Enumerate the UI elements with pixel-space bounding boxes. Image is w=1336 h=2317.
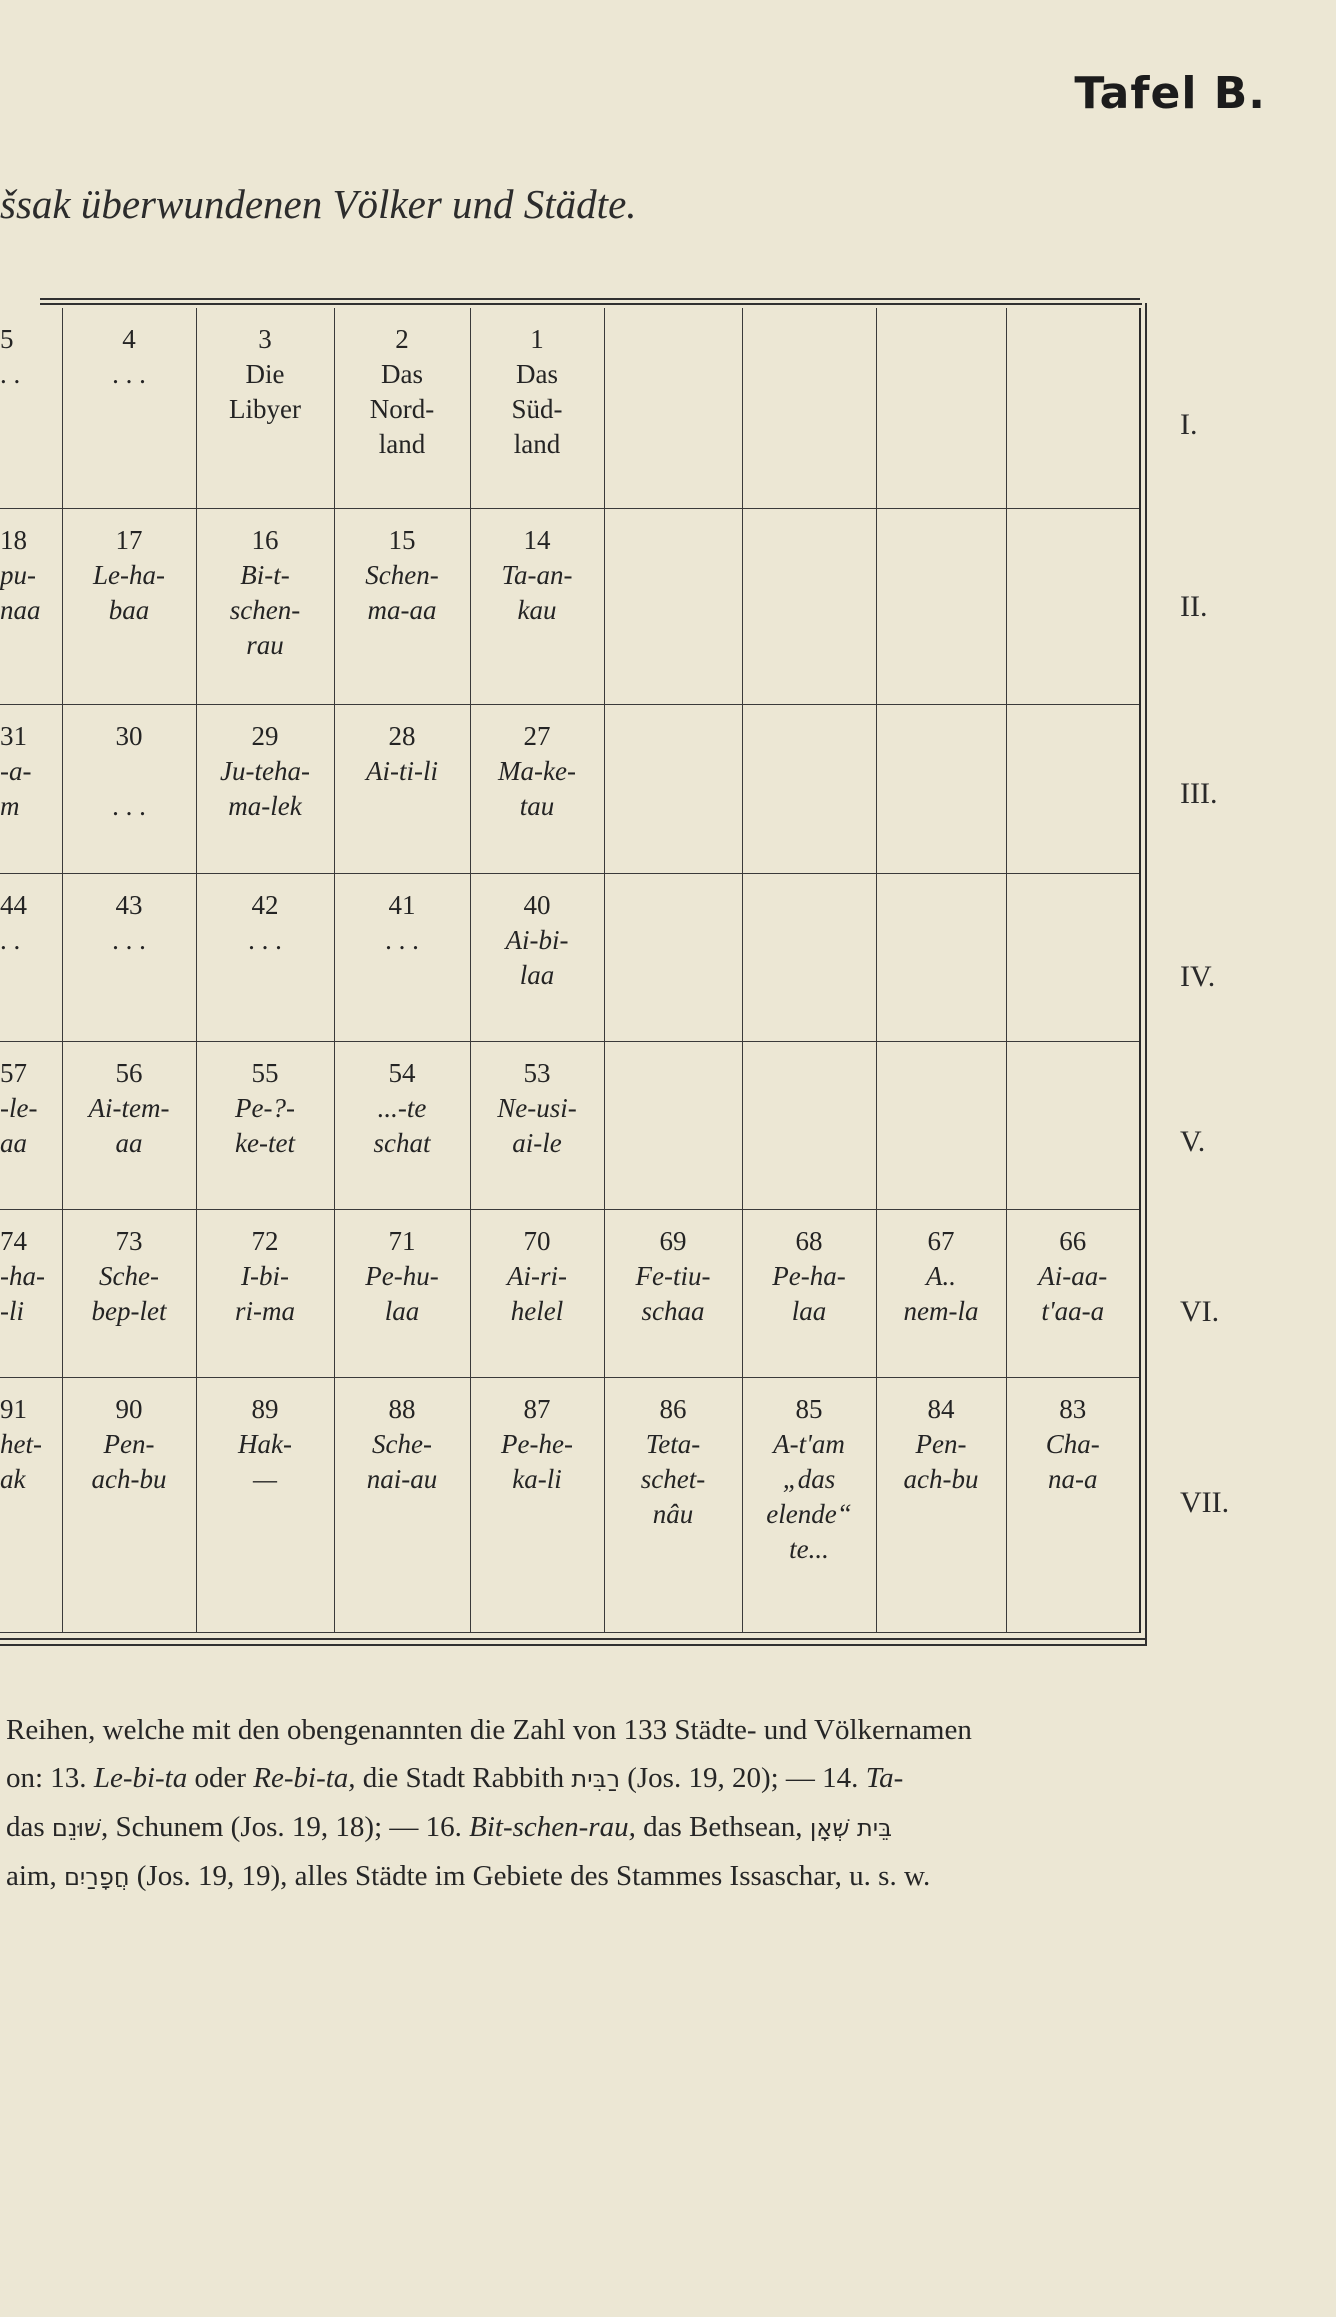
table-cell [196, 705, 334, 873]
cell-name: A-t'am „das elende“ te... [766, 1429, 852, 1565]
cell-number: 54 [388, 1057, 416, 1088]
table-cell [196, 1041, 334, 1209]
table-cell [604, 1378, 742, 1633]
cell-name: Ai-ri- helel [507, 1261, 567, 1327]
cell-number: 16 [251, 524, 279, 555]
table-cell [1006, 1378, 1140, 1633]
table-cell [0, 308, 62, 508]
table-row [0, 705, 1140, 873]
cell-number: 41 [388, 889, 416, 920]
table-cell [334, 1210, 470, 1378]
table-cell [742, 873, 876, 1041]
cell-name: . . [0, 359, 21, 389]
cell-name: I-bi- ri-ma [235, 1261, 295, 1327]
cell-number: 15 [388, 524, 416, 555]
table-cell [604, 1041, 742, 1209]
table-cell [196, 1378, 334, 1633]
table-cell [0, 705, 62, 873]
row-numeral: V. [1180, 1125, 1206, 1158]
cell-number: 91 [0, 1394, 27, 1425]
cell-number: 68 [795, 1226, 823, 1257]
cell-name: Pen- ach-bu [91, 1429, 167, 1495]
cell-name: ...-te schat [373, 1092, 431, 1158]
top-border-line [40, 303, 1142, 305]
cell-number: 3 [258, 324, 272, 354]
table-cell [196, 873, 334, 1041]
cell-name: Ju-teha- ma-lek [220, 756, 310, 822]
cell-name: -a- m [0, 756, 32, 822]
table-cell [742, 508, 876, 704]
cell-name: Das Süd- land [511, 359, 563, 459]
table-cell [742, 1041, 876, 1209]
cell-number: 29 [251, 721, 279, 752]
cell-number: 84 [927, 1394, 955, 1425]
cell-number: 73 [115, 1226, 143, 1257]
cell-name: Sche- bep-let [91, 1261, 167, 1327]
cell-name: Hak- — [238, 1429, 292, 1495]
table-cell [196, 508, 334, 704]
row-numeral: II. [1180, 590, 1208, 623]
cell-name: . . [0, 924, 21, 955]
table-cell [196, 308, 334, 508]
footnote-line: on: 13. Le-bi-ta oder Re-bi-ta, die Stadt Rabbith רַבִּית (Jos. 19, 20); — 14. Ta- [6, 1762, 904, 1794]
table-cell [334, 1378, 470, 1633]
cell-name: A.. nem-la [903, 1261, 979, 1327]
table-cell [0, 1210, 62, 1378]
table-cell [876, 508, 1006, 704]
cell-name: -ha- -li [0, 1261, 45, 1327]
table-cell [1006, 1041, 1140, 1209]
table-cell [0, 508, 62, 704]
table-row [0, 308, 1140, 508]
table-cell [1006, 873, 1140, 1041]
cell-name: Ai-tem- aa [88, 1092, 170, 1158]
cell-number: 86 [659, 1394, 687, 1425]
row-numeral: I. [1180, 408, 1198, 441]
table-cell [470, 508, 604, 704]
table-cell [470, 1041, 604, 1209]
row-numeral: VI. [1180, 1295, 1220, 1328]
data-grid [0, 308, 1141, 1633]
cell-name: Fe-tiu- schaa [635, 1261, 711, 1327]
cell-number: 4 [122, 324, 136, 354]
table-row [0, 1210, 1140, 1378]
table-cell [742, 1378, 876, 1633]
cell-name: Teta- schet- nâu [640, 1429, 706, 1530]
table-cell [0, 1378, 62, 1633]
cell-number: 74 [0, 1226, 27, 1257]
cell-name: Bi-t- schen- rau [229, 559, 301, 660]
table-row [0, 508, 1140, 704]
row-numeral: IV. [1180, 960, 1216, 993]
cell-number: 72 [251, 1226, 279, 1257]
table-cell [62, 1378, 196, 1633]
cell-number: 44 [0, 889, 27, 920]
cell-number: 53 [523, 1057, 551, 1088]
cell-number: 87 [523, 1394, 551, 1425]
cell-number: 71 [388, 1226, 416, 1257]
cell-name: . . . [112, 924, 146, 955]
cell-name: Ne-usi- ai-le [497, 1092, 577, 1158]
cell-number: 28 [388, 721, 416, 752]
footnote-line: das שׁוּנֵם, Schunem (Jos. 19, 18); — 16. Bit-schen-rau, das Bethsean, בֵּית שְׁאָן [6, 1811, 893, 1843]
cell-number: 18 [0, 524, 27, 555]
footnote-line: Reihen, welche mit den obengenannten die Zahl von 133 Städte- und Völkernamen [6, 1714, 972, 1746]
cell-name: Ta-an- kau [501, 559, 573, 625]
cell-name: het- ak [0, 1429, 42, 1495]
table-cell [0, 1041, 62, 1209]
cell-number: 56 [115, 1057, 143, 1088]
cell-name: pu- naa [0, 559, 41, 625]
footnotes [0, 1706, 1336, 1901]
cell-number: 57 [0, 1057, 27, 1088]
row-numeral: III. [1180, 777, 1218, 810]
table-cell [604, 308, 742, 508]
cell-number: 89 [251, 1394, 279, 1425]
cell-number: 17 [115, 524, 143, 555]
table-cell [742, 1210, 876, 1378]
table-cell [62, 508, 196, 704]
table-cell [62, 1210, 196, 1378]
table-cell [604, 508, 742, 704]
table-cell [334, 705, 470, 873]
table-cell [470, 1210, 604, 1378]
cell-name: Ma-ke- tau [498, 756, 576, 822]
table-cell [470, 308, 604, 508]
plate-label: Tafel B. [1074, 68, 1266, 119]
table-cell [876, 873, 1006, 1041]
cell-number: 30 [115, 721, 143, 752]
page-title: šsak überwundenen Völker und Städte. [0, 181, 637, 227]
cell-number: 88 [388, 1394, 416, 1425]
cell-number: 55 [251, 1057, 279, 1088]
cell-number: 5 [0, 324, 14, 354]
cell-name: Ai-ti-li [366, 756, 438, 787]
table-cell [876, 1041, 1006, 1209]
table-cell [62, 1041, 196, 1209]
table-cell [604, 1210, 742, 1378]
cell-name: -le- aa [0, 1092, 38, 1158]
cell-number: 83 [1059, 1394, 1087, 1425]
bottom-border-line [0, 1638, 1146, 1640]
cell-number: 40 [523, 889, 551, 920]
bottom-border-line [0, 1644, 1146, 1646]
row-numeral: VII. [1180, 1486, 1230, 1519]
table-cell [470, 873, 604, 1041]
table-cell [470, 705, 604, 873]
cell-name: Pe-?- ke-tet [235, 1092, 295, 1158]
cell-number: 90 [115, 1394, 143, 1425]
table-cell [876, 308, 1006, 508]
cell-name: Pe-ha- laa [772, 1261, 846, 1327]
cell-name: Cha- na-a [1045, 1429, 1100, 1495]
cell-name: . . . [112, 791, 146, 822]
cell-name: Pe-he- ka-li [501, 1429, 573, 1495]
table-row [0, 1041, 1140, 1209]
cell-number: 67 [927, 1226, 955, 1257]
table-cell [62, 873, 196, 1041]
table-cell [1006, 705, 1140, 873]
footnote-line: aim, חֲפָרַיִם (Jos. 19, 19), alles Städte im Gebiete des Stammes Issaschar, u. s. w. [6, 1860, 931, 1892]
cell-name: . . . [248, 924, 282, 955]
table-cell [742, 308, 876, 508]
cell-name: . . . [112, 359, 146, 389]
table-cell [62, 308, 196, 508]
cell-number: 66 [1059, 1226, 1087, 1257]
cell-name: Schen- ma-aa [365, 559, 439, 625]
table-cell [742, 705, 876, 873]
cell-number: 1 [530, 324, 544, 354]
cell-name: Ai-bi- laa [505, 924, 569, 990]
cell-number: 31 [0, 721, 27, 752]
cell-number: 85 [795, 1394, 823, 1425]
table-row [0, 873, 1140, 1041]
table-cell [62, 705, 196, 873]
table-cell [1006, 508, 1140, 704]
top-border-line [40, 298, 1140, 300]
cell-number: 69 [659, 1226, 687, 1257]
table-cell [1006, 308, 1140, 508]
cell-name: Pen- ach-bu [903, 1429, 979, 1495]
cell-number: 14 [523, 524, 551, 555]
table-cell [876, 1210, 1006, 1378]
table-cell [334, 308, 470, 508]
table-row [0, 1378, 1140, 1633]
table-cell [470, 1378, 604, 1633]
table-cell [0, 873, 62, 1041]
cell-number: 42 [251, 889, 279, 920]
cell-name: Sche- nai-au [366, 1429, 438, 1495]
table-cell [196, 1210, 334, 1378]
cell-name: Ai-aa- t'aa-a [1038, 1261, 1108, 1327]
cell-name: Pe-hu- laa [365, 1261, 439, 1327]
cell-name: Le-ha- baa [93, 559, 165, 625]
table-cell [334, 508, 470, 704]
table-cell [604, 873, 742, 1041]
peoples-cities-table [0, 298, 1152, 1656]
cell-name: . . . [385, 924, 419, 955]
table-cell [876, 1378, 1006, 1633]
cell-number: 70 [523, 1226, 551, 1257]
cell-number: 27 [523, 721, 551, 752]
cell-name: Die Libyer [229, 359, 301, 424]
table-cell [876, 705, 1006, 873]
cell-number: 43 [115, 889, 143, 920]
table-cell [604, 705, 742, 873]
table-cell [1006, 1210, 1140, 1378]
table-cell [334, 1041, 470, 1209]
table-cell [334, 873, 470, 1041]
right-border-line [1145, 303, 1147, 1646]
cell-name: Das Nord- land [369, 359, 435, 459]
cell-number: 2 [395, 324, 409, 354]
